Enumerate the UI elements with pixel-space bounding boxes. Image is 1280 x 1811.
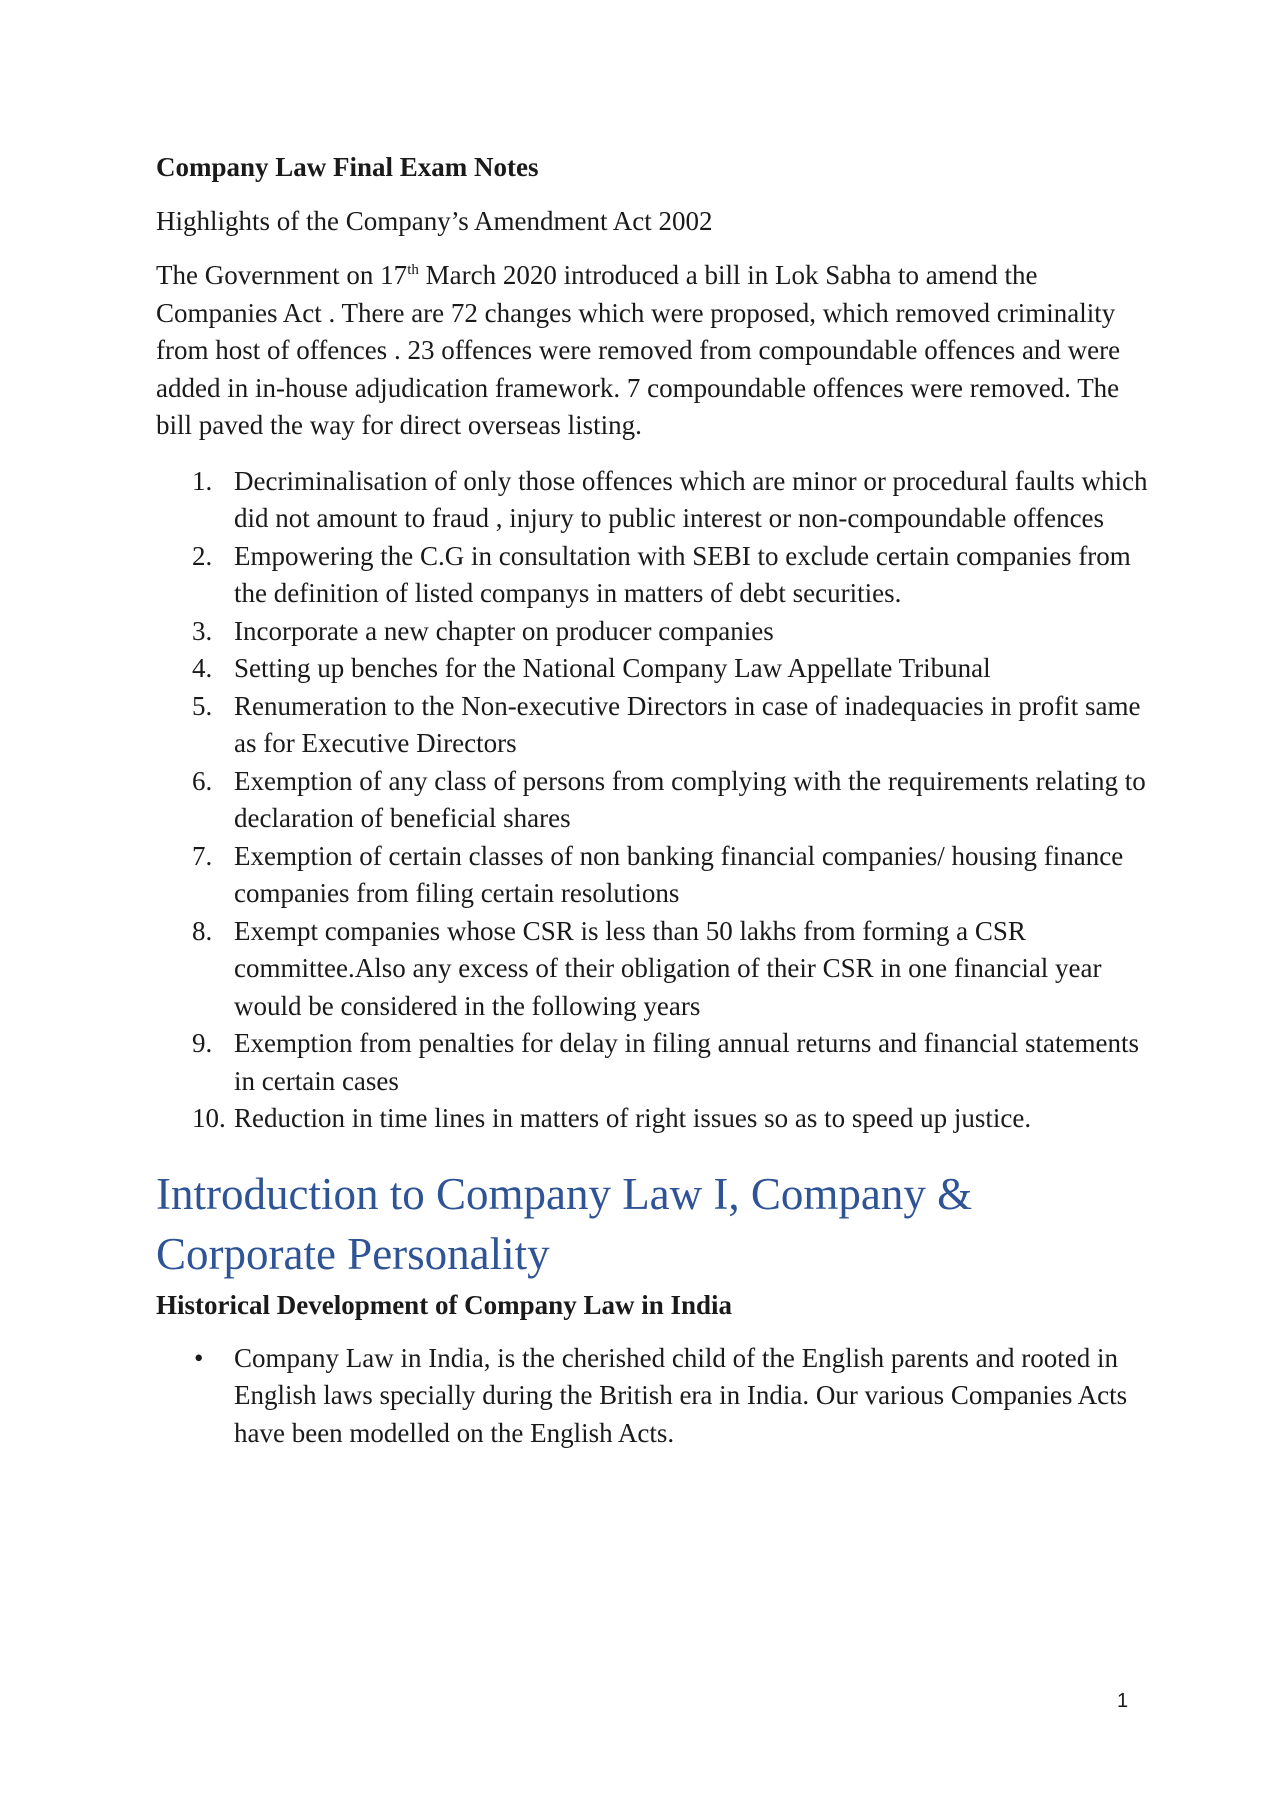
page-content (156, 150, 1156, 1452)
list-item-number: 4. (192, 653, 213, 683)
intro-text-start: The Government on 17 (156, 260, 408, 290)
intro-text-rest: March 2020 introduced a bill in Lok Sabha to amend the Companies Act . There are 72 changes which were proposed, which removed criminality from host of offences . 23 offences were removed from compoundable offences and were added in in-house adjudication framework. 7 compoundable offences were removed. The bill paved the way for direct overseas listing. (156, 260, 1121, 440)
list-item (156, 463, 1156, 538)
intro-paragraph (156, 257, 1156, 445)
list-item-text: Empowering the C.G in consultation with SEBI to exclude certain companies from the definition of listed companys in matters of debt securities. (234, 540, 1131, 608)
list-item-text: Exempt companies whose CSR is less than 50 lakhs from forming a CSR committee.Also any excess of their obligation of their CSR in one financial year would be considered in the following years (234, 915, 1102, 1021)
list-item (156, 1025, 1156, 1100)
list-item (156, 538, 1156, 613)
list-item-number: 2. (192, 540, 213, 571)
amendment-list (156, 463, 1156, 1138)
list-item (156, 913, 1156, 1026)
list-item (156, 613, 1156, 651)
list-item-number: 3. (192, 615, 213, 646)
list-item-number: 8. (192, 915, 213, 946)
list-item (156, 763, 1156, 838)
list-item-number: 1. (192, 465, 213, 496)
page-number: 1 (1117, 1690, 1129, 1712)
document-subtitle: Highlights of the Company’s Amendment Act 2002 (156, 206, 713, 236)
list-item-number: 6. (192, 765, 213, 796)
bullet-text: Company Law in India, is the cherished child of the English parents and rooted in English laws specially during the British era in India. Our various Companies Acts have been modelled on the English Acts. (234, 1342, 1128, 1448)
list-item-number: 10. (192, 1103, 226, 1133)
bullet-list (156, 1340, 1156, 1453)
section-subheading: Historical Development of Company Law in India (156, 1289, 733, 1320)
list-item-text: Decriminalisation of only those offences which are minor or procedural faults which did not amount to fraud , injury to public interest or non-compoundable offences (234, 465, 1148, 533)
bullet-symbol: • (194, 1342, 204, 1373)
list-item-text: Exemption of certain classes of non banking financial companies/ housing finance companies from filing certain resolutions (234, 840, 1124, 908)
document-title: Company Law Final Exam Notes (156, 152, 539, 182)
list-item (156, 688, 1156, 763)
list-item-text: Setting up benches for the National Company Law Appellate Tribunal (234, 653, 991, 683)
list-item-number: 7. (192, 840, 213, 871)
list-item-number: 9. (192, 1028, 213, 1058)
list-item (156, 838, 1156, 913)
bullet-item (156, 1340, 1156, 1453)
list-item-text: Renumeration to the Non-executive Directors in case of inadequacies in profit same as for Executive Directors (234, 690, 1141, 758)
list-item-text: Exemption from penalties for delay in filing annual returns and financial statements in certain cases (234, 1028, 1139, 1096)
list-item-text: Incorporate a new chapter on producer companies (234, 615, 774, 646)
list-item-text: Reduction in time lines in matters of right issues so as to speed up justice. (234, 1103, 1032, 1133)
list-item (156, 1100, 1156, 1138)
intro-superscript: th (407, 262, 419, 278)
section-heading: Introduction to Company Law I, Company & Corporate Personality (156, 1168, 973, 1279)
list-item-number: 5. (192, 690, 213, 721)
list-item (156, 650, 1156, 688)
list-item-text: Exemption of any class of persons from complying with the requirements relating to declaration of beneficial shares (234, 765, 1146, 833)
